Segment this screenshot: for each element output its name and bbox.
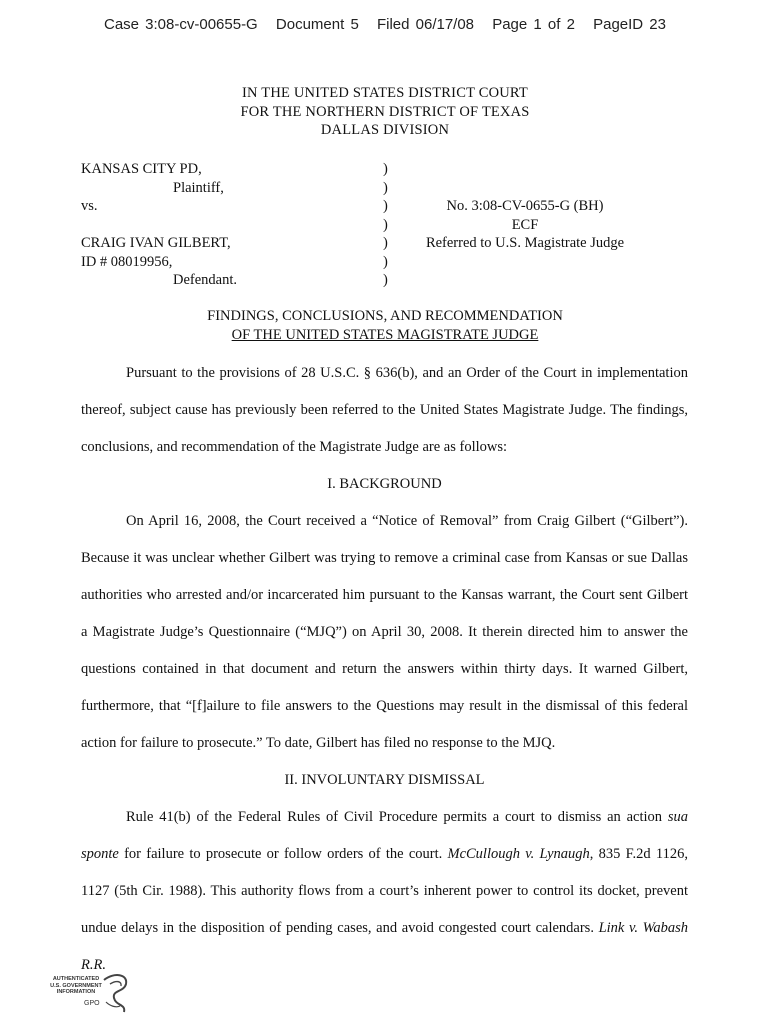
filed-date: Filed 06/17/08	[376, 16, 475, 33]
text-run: Rule 41(b) of the Federal Rules of Civil Procedure permits a court to dismiss an action	[126, 809, 668, 825]
text-run: for failure to prosecute or follow orders of the court.	[118, 846, 448, 862]
paren: )	[383, 179, 388, 196]
background-section	[81, 466, 688, 762]
case-citation: Link v. Wabash R.R.	[81, 920, 688, 973]
defendant-name: CRAIG IVAN GILBERT,	[81, 235, 231, 251]
court-line-3: DALLAS DIVISION	[320, 122, 450, 138]
plaintiff-name: KANSAS CITY PD,	[81, 161, 202, 177]
caption-parentheses	[383, 160, 388, 290]
court-heading	[0, 84, 770, 140]
dismissal-heading: II. INVOLUNTARY DISMISSAL	[284, 772, 485, 788]
logo-line: INFORMATION	[56, 989, 96, 995]
logo-text	[44, 976, 108, 996]
intro-paragraph: Pursuant to the provisions of 28 U.S.C. § 636(b), and an Order of the Court in implementation thereof, subject cause has previously been referred to the United States Magistrate Judge. The findings, conclusions, and recommendation of the Magistrate Judge are as follows:	[81, 365, 688, 455]
plaintiff-role: Plaintiff,	[173, 179, 224, 196]
paren: )	[383, 198, 388, 214]
logo-line: U.S. GOVERNMENT	[50, 982, 102, 989]
logo-line: AUTHENTICATED	[52, 976, 100, 982]
text-run: , 835 F.2d 1126, 1127 (5th Cir. 1988). This authority flows from a court’s inherent power to control its docket, prevent undue delays in the disposition of pending cases, and avoid congested court calendars.	[81, 846, 688, 936]
docket-header	[0, 16, 770, 33]
intro-section	[81, 355, 688, 466]
case-number: Case 3:08-cv-00655-G	[103, 16, 258, 33]
paren: )	[383, 216, 388, 233]
dismissal-section	[81, 762, 688, 984]
gpo-label: GPO	[84, 1000, 100, 1007]
page-count: Page 1 of 2	[492, 16, 575, 33]
blank-row	[81, 216, 237, 235]
versus: vs.	[81, 198, 98, 214]
document-number: Document 5	[275, 16, 359, 33]
case-citation: McCullough v. Lynaugh	[447, 846, 590, 862]
defendant-id: ID # 08019956,	[81, 253, 173, 270]
case-caption	[81, 160, 237, 290]
paren: )	[383, 235, 388, 251]
gpo-authentication-logo	[44, 972, 134, 1014]
dismissal-paragraph	[81, 799, 688, 984]
court-line-1: IN THE UNITED STATES DISTRICT COURT	[242, 85, 528, 101]
defendant-role: Defendant.	[173, 272, 238, 288]
civil-case-number: No. 3:08-CV-0655-G (BH)	[446, 198, 604, 214]
case-info	[400, 197, 650, 253]
eagle-icon	[100, 972, 132, 1014]
document-title	[0, 307, 770, 344]
background-paragraph: On April 16, 2008, the Court received a “Notice of Removal” from Craig Gilbert (“Gilbert”). Because it was unclear whether Gilbert was trying to remove a criminal case from Kansas or sue Dallas authorities who arrested and/or incarcerated him pursuant to the Kansas warrant, the Court sent Gilbert a Magistrate Judge’s Questionnaire (“MJQ”) on April 30, 2008. It therein directed him to answer the questions contained in that document and return the answers within thirty days. It warned Gilbert, furthermore, that “[f]ailure to file answers to the Questions may result in the dismissal of this federal action for failure to prosecute.” To date, Gilbert has filed no response to the MJQ.	[81, 513, 688, 751]
title-line-2: OF THE UNITED STATES MAGISTRATE JUDGE	[231, 326, 539, 343]
paren: )	[383, 161, 388, 177]
italic-term: sua sponte	[81, 809, 688, 862]
title-line-1: FINDINGS, CONCLUSIONS, AND RECOMMENDATION	[207, 308, 563, 324]
court-line-2: FOR THE NORTHERN DISTRICT OF TEXAS	[240, 103, 530, 120]
background-heading: I. BACKGROUND	[327, 476, 442, 492]
ecf-label: ECF	[511, 216, 539, 233]
paren: )	[383, 253, 388, 270]
referral-note: Referred to U.S. Magistrate Judge	[425, 235, 625, 251]
page-id: PageID 23	[593, 16, 666, 33]
paren: )	[383, 272, 388, 288]
